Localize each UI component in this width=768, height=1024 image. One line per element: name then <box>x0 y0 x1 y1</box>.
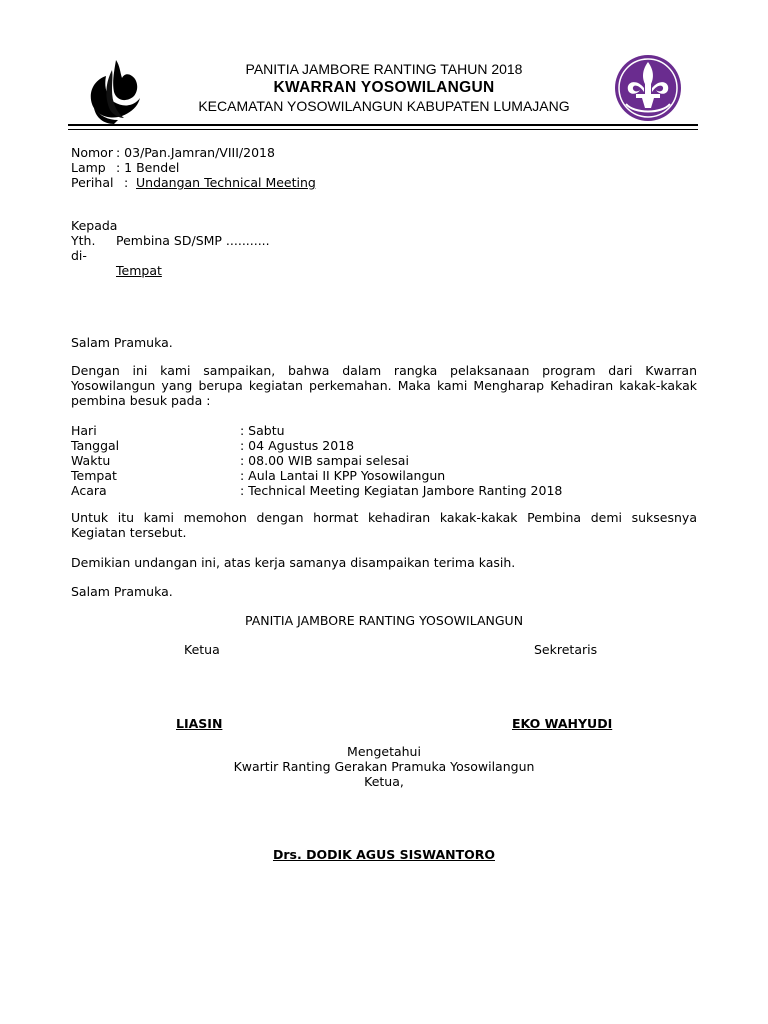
detail-value: : 04 Agustus 2018 <box>240 438 355 453</box>
kwartir-name: Kwartir Ranting Gerakan Pramuka Yosowilangun <box>233 759 535 774</box>
mengetahui-label: Mengetahui <box>347 744 421 759</box>
intro-paragraph: Dengan ini kami sampaikan, bahwa dalam rangka pelaksanaan program dari Kwarran Yosowilangun yang berupa kegiatan perkemahan. Maka kami Mengharap Kehadiran kakak-kakak pembina besuk pada : <box>71 363 697 408</box>
detail-label: Acara <box>71 483 107 498</box>
header-line-1: PANITIA JAMBORE RANTING TAHUN 2018 <box>245 61 523 77</box>
nomor-label: Nomor <box>71 145 113 160</box>
lamp-value: : 1 Bendel <box>116 160 180 175</box>
perihal-value: Undangan Technical Meeting <box>136 175 316 190</box>
detail-label: Waktu <box>71 453 111 468</box>
header-line-3: KECAMATAN YOSOWILANGUN KABUPATEN LUMAJANG <box>198 98 570 114</box>
sekretaris-title: Sekretaris <box>534 642 598 657</box>
detail-label: Tempat <box>71 468 117 483</box>
ketua-title: Ketua <box>184 642 220 657</box>
kepada-label: Kepada <box>71 218 118 233</box>
detail-value: : Technical Meeting Kegiatan Jambore Ranting 2018 <box>240 483 563 498</box>
nomor-value: : 03/Pan.Jamran/VIII/2018 <box>116 145 275 160</box>
header-rule-thin <box>68 129 698 130</box>
detail-value: : 08.00 WIB sampai selesai <box>240 453 409 468</box>
header-rule-thick <box>68 124 698 126</box>
committee-title: PANITIA JAMBORE RANTING YOSOWILANGUN <box>244 613 524 628</box>
detail-row-tanggal <box>71 438 697 453</box>
kwartir-ketua-name-text: Drs. DODIK AGUS SISWANTORO <box>272 847 495 862</box>
detail-label: Tanggal <box>71 438 120 453</box>
sekretaris-name: EKO WAHYUDI <box>512 716 613 731</box>
detail-row-waktu <box>71 453 697 468</box>
detail-value: : Sabtu <box>240 423 285 438</box>
yth-label: Yth. <box>71 233 96 248</box>
kwartir-ketua-title: Ketua, <box>364 774 404 789</box>
di-label: di- <box>71 248 87 263</box>
detail-row-acara <box>71 483 697 498</box>
closing-text: Demikian undangan ini, atas kerja samanya disampaikan terima kasih. <box>71 555 516 570</box>
kwartir-ketua-name <box>150 847 618 862</box>
tunas-kelapa-logo <box>84 58 144 128</box>
detail-label: Hari <box>71 423 97 438</box>
scout-emblem-icon <box>612 52 684 124</box>
tempat-label: Tempat <box>116 263 162 278</box>
closing-greeting: Salam Pramuka. <box>71 584 173 599</box>
perihal-colon: : <box>124 175 129 190</box>
perihal-label: Perihal <box>71 175 114 190</box>
ketua-name: LIASIN <box>176 716 223 731</box>
detail-row-hari <box>71 423 697 438</box>
event-details <box>71 423 697 498</box>
detail-row-tempat <box>71 468 697 483</box>
request-paragraph: Untuk itu kami memohon dengan hormat kehadiran kakak-kakak Pembina demi suksesnya Kegiatan tersebut. <box>71 510 697 540</box>
header-line-2: KWARRAN YOSOWILANGUN <box>273 79 495 96</box>
detail-value: : Aula Lantai II KPP Yosowilangun <box>240 468 446 483</box>
yth-value: Pembina SD/SMP ........... <box>116 233 270 248</box>
greeting: Salam Pramuka. <box>71 335 173 350</box>
lamp-label: Lamp <box>71 160 106 175</box>
